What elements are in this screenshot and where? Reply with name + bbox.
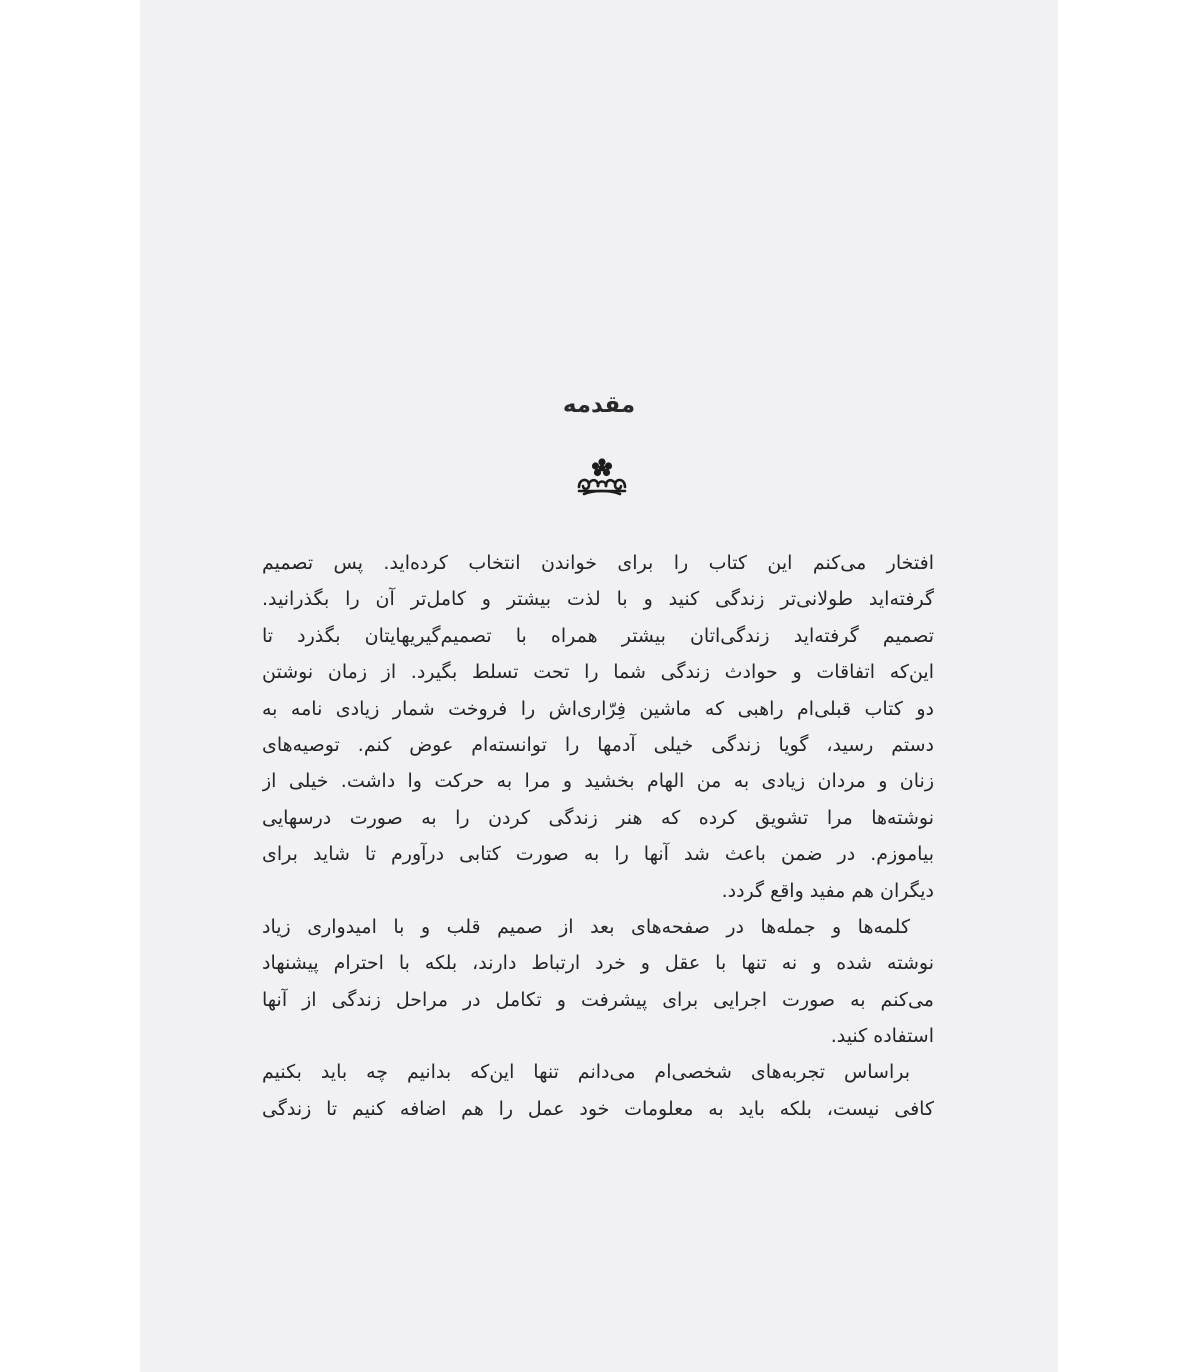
text-line: کلمه‌ها و جمله‌ها در صفحه‌های بعد از صمیم قلب و با امیدواری زیاد (262, 915, 910, 938)
paragraph-1 (262, 545, 934, 909)
text-line: دستم رسید، گویا زندگی خیلی آدمها را توانسته‌ام عوض کنم. توصیه‌های (262, 733, 934, 756)
page-title: مقدمه (562, 392, 636, 418)
text-line: براساس تجربه‌های شخصی‌ام می‌دانم تنها این‌که بدانیم چه باید بکنیم (262, 1061, 910, 1084)
text-line: گرفته‌اید طولانی‌تر زندگی کنید و با لذت بیشتر و کامل‌تر آن را بگذرانید. (262, 588, 934, 611)
text-line: این‌که اتفاقات و حوادث زندگی شما را تحت تسلط بگیرد. از زمان نوشتن (262, 661, 934, 684)
text-line: نوشته شده و نه تنها با عقل و خرد ارتباط دارند، بلکه با احترام پیشنهاد (262, 952, 934, 975)
text-line: دیگران هم مفید واقع گردد. (721, 879, 934, 902)
text-line: افتخار می‌کنم این کتاب را برای خواندن انتخاب کرده‌اید. پس تصمیم (262, 552, 934, 574)
text-line: می‌کنم به صورت اجرایی برای پیشرفت و تکامل در مراحل زندگی از آنها (262, 988, 934, 1011)
paragraph-2 (262, 909, 934, 1055)
text-line: استفاده کنید. (830, 1025, 934, 1048)
text-line: تصمیم گرفته‌اید زندگی‌اتان بیشتر همراه با تصمیم‌گیریهایتان بگذرد تا (262, 624, 934, 647)
text-line: نوشته‌ها مرا تشویق کرده که هنر زندگی کردن را به صورت درسهایی (262, 806, 934, 829)
text-line: بیاموزم. در ضمن باعث شد آنها را به صورت کتابی درآورم تا شاید برای (262, 843, 934, 866)
floral-ornament-icon (576, 456, 628, 496)
body-text (262, 545, 934, 1127)
text-line: زنان و مردان زیادی به من الهام بخشید و مرا به حرکت وا داشت. خیلی از (262, 770, 934, 793)
text-line: دو کتاب قبلی‌ام راهبی که ماشین فِرّاری‌اش را فروخت شمار زیادی نامه به (262, 697, 934, 720)
paragraph-3 (262, 1054, 934, 1127)
text-line: کافی نیست، بلکه باید به معلومات خود عمل را هم اضافه کنیم تا زندگی (262, 1097, 934, 1120)
